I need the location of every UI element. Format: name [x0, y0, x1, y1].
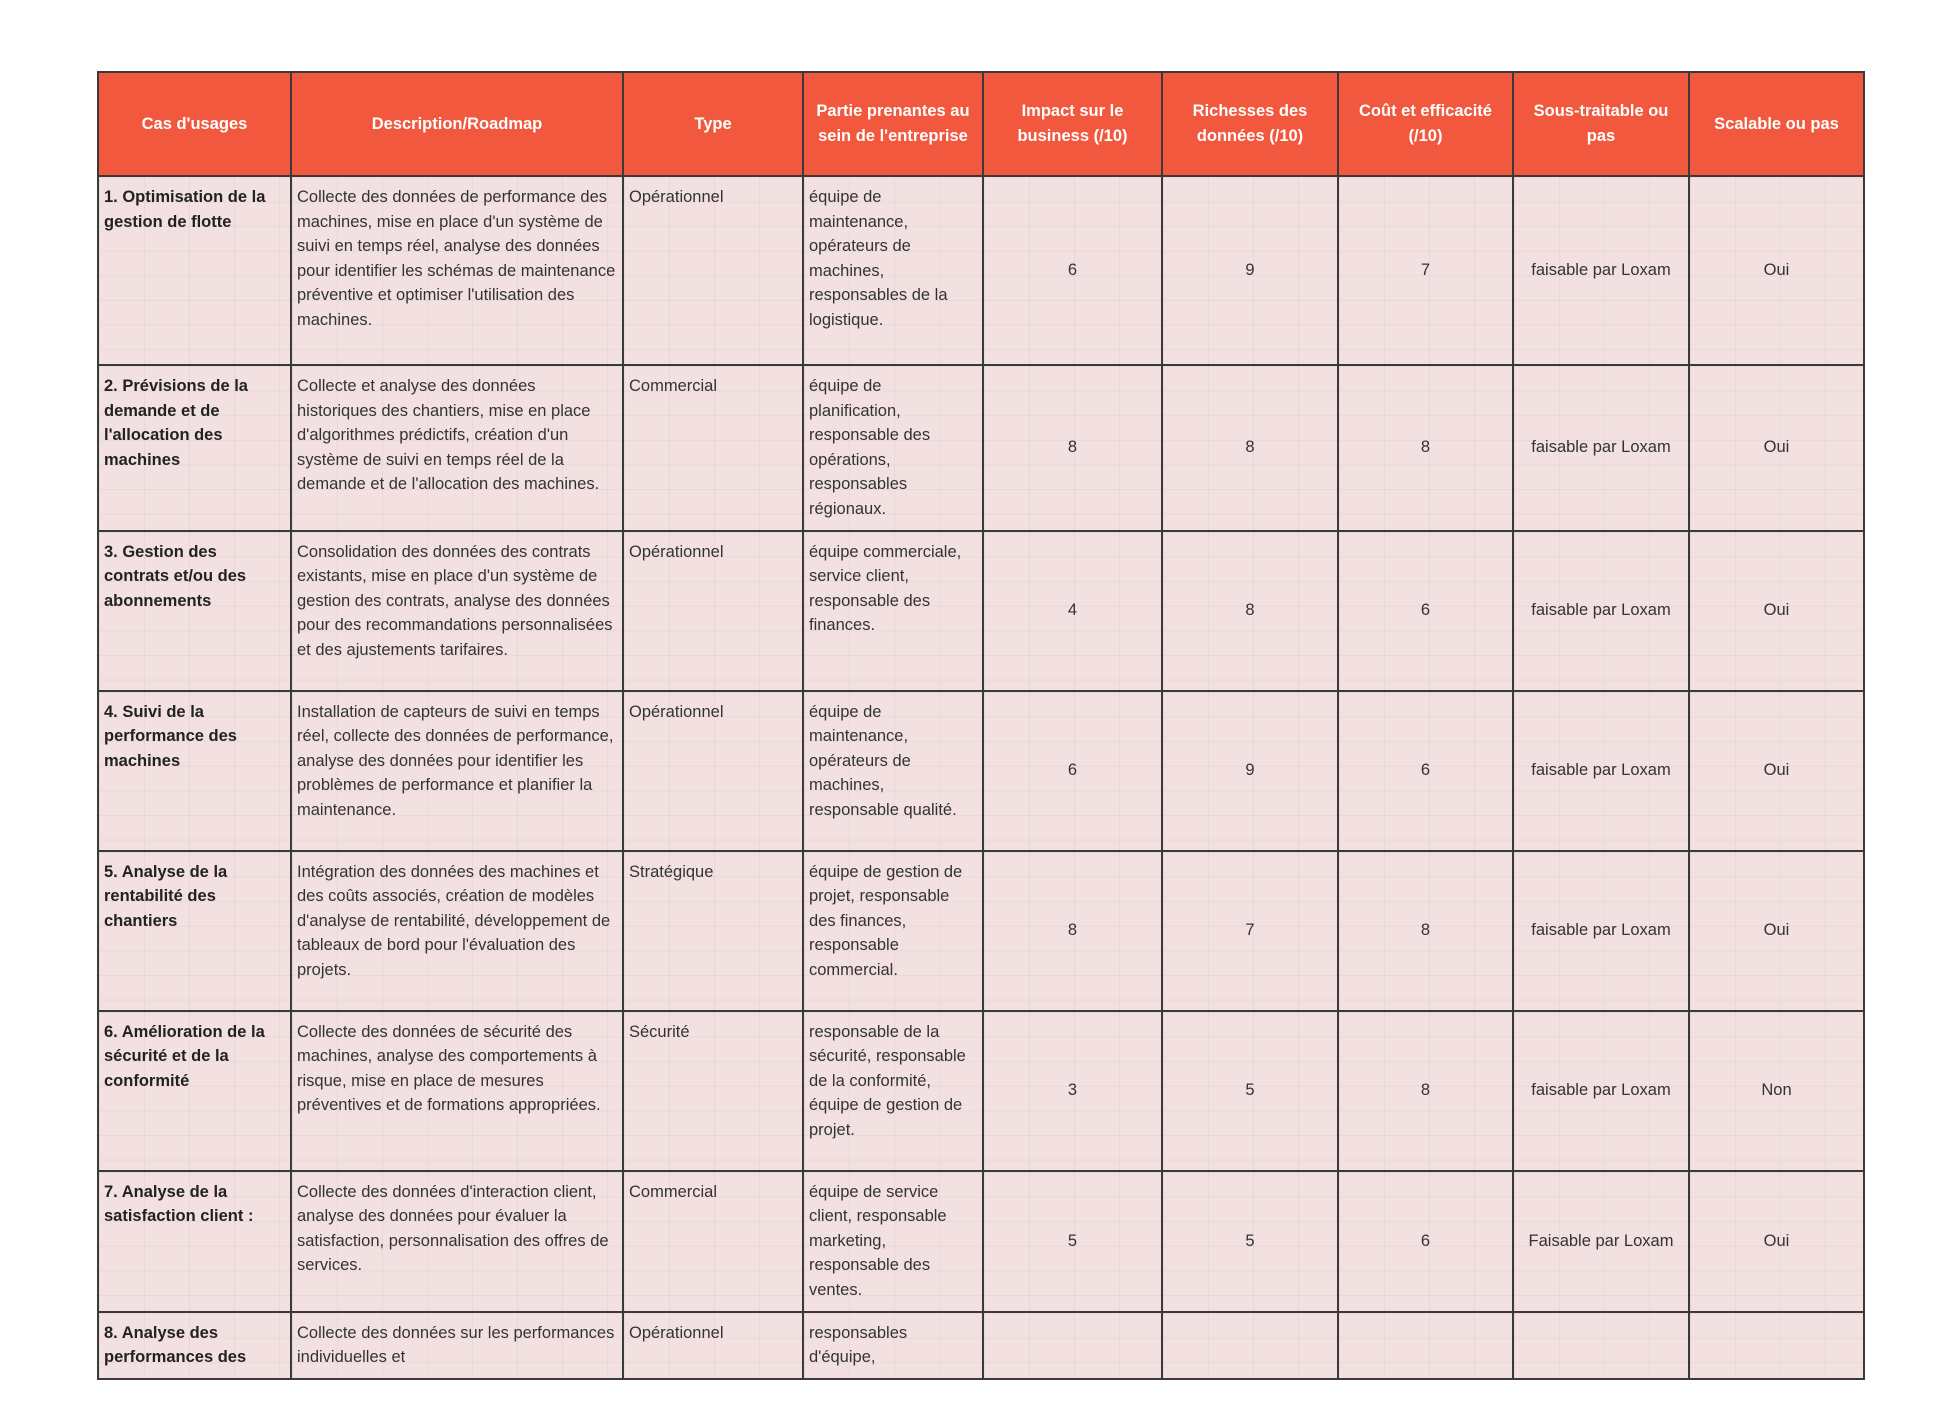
table-row	[98, 531, 1864, 691]
cost-efficiency-cell: 7	[1338, 176, 1513, 365]
header-row	[98, 72, 1864, 176]
description-cell: Installation de capteurs de suivi en temps réel, collecte des données de performance, analyse des données pour identifier les problèmes de performance et planifier la maintenance.	[291, 691, 623, 851]
use-case-cell: 5. Analyse de la rentabilité des chantiers	[98, 851, 291, 1011]
type-cell: Commercial	[623, 1171, 803, 1312]
description-cell: Collecte des données de performance des machines, mise en place d'un système de suivi en temps réel, analyse des données pour identifier les schémas de maintenance préventive et optimiser l'utilisation des machines.	[291, 176, 623, 365]
table-row	[98, 691, 1864, 851]
scalable-cell: Oui	[1689, 851, 1864, 1011]
table-row	[98, 365, 1864, 531]
header-impact: Impact sur le business (/10)	[983, 72, 1162, 176]
cost-efficiency-cell: 6	[1338, 531, 1513, 691]
use-case-cell: 8. Analyse des performances des	[98, 1312, 291, 1379]
use-case-cell: 6. Amélioration de la sécurité et de la conformité	[98, 1011, 291, 1171]
data-richness-cell: 9	[1162, 176, 1338, 365]
subcontractable-cell: faisable par Loxam	[1513, 531, 1689, 691]
impact-cell: 6	[983, 691, 1162, 851]
subcontractable-cell: faisable par Loxam	[1513, 176, 1689, 365]
table-row	[98, 1011, 1864, 1171]
data-richness-cell	[1162, 1312, 1338, 1379]
stakeholders-cell: équipe de service client, responsable marketing, responsable des ventes.	[803, 1171, 983, 1312]
type-cell: Opérationnel	[623, 691, 803, 851]
use-case-table	[97, 71, 1865, 1380]
scalable-cell: Oui	[1689, 1171, 1864, 1312]
use-case-cell: 3. Gestion des contrats et/ou des abonnements	[98, 531, 291, 691]
data-richness-cell: 9	[1162, 691, 1338, 851]
description-cell: Collecte des données de sécurité des machines, analyse des comportements à risque, mise en place de mesures préventives et de formations appropriées.	[291, 1011, 623, 1171]
impact-cell: 8	[983, 851, 1162, 1011]
subcontractable-cell: faisable par Loxam	[1513, 1011, 1689, 1171]
description-cell: Consolidation des données des contrats existants, mise en place d'un système de gestion des contrats, analyse des données pour des recommandations personnalisées et des ajustements tarifaires.	[291, 531, 623, 691]
impact-cell: 5	[983, 1171, 1162, 1312]
header-data-richness: Richesses des données (/10)	[1162, 72, 1338, 176]
type-cell: Commercial	[623, 365, 803, 531]
subcontractable-cell: Faisable par Loxam	[1513, 1171, 1689, 1312]
impact-cell: 6	[983, 176, 1162, 365]
use-case-cell: 2. Prévisions de la demande et de l'allocation des machines	[98, 365, 291, 531]
stakeholders-cell: responsable de la sécurité, responsable de la conformité, équipe de gestion de projet.	[803, 1011, 983, 1171]
table-row	[98, 851, 1864, 1011]
stakeholders-cell: équipe commerciale, service client, responsable des finances.	[803, 531, 983, 691]
use-case-table-container	[97, 71, 1863, 1367]
data-richness-cell: 8	[1162, 365, 1338, 531]
table-row	[98, 1171, 1864, 1312]
description-cell: Collecte des données d'interaction client, analyse des données pour évaluer la satisfaction, personnalisation des offres de services.	[291, 1171, 623, 1312]
stakeholders-cell: responsables d'équipe,	[803, 1312, 983, 1379]
subcontractable-cell: faisable par Loxam	[1513, 365, 1689, 531]
impact-cell: 8	[983, 365, 1162, 531]
impact-cell	[983, 1312, 1162, 1379]
scalable-cell: Oui	[1689, 531, 1864, 691]
use-case-cell: 4. Suivi de la performance des machines	[98, 691, 291, 851]
scalable-cell: Oui	[1689, 365, 1864, 531]
scalable-cell	[1689, 1312, 1864, 1379]
header-cost-efficiency: Coût et efficacité (/10)	[1338, 72, 1513, 176]
use-case-cell: 7. Analyse de la satisfaction client :	[98, 1171, 291, 1312]
cost-efficiency-cell: 6	[1338, 1171, 1513, 1312]
type-cell: Opérationnel	[623, 1312, 803, 1379]
impact-cell: 4	[983, 531, 1162, 691]
impact-cell: 3	[983, 1011, 1162, 1171]
data-richness-cell: 5	[1162, 1171, 1338, 1312]
cost-efficiency-cell: 8	[1338, 365, 1513, 531]
type-cell: Sécurité	[623, 1011, 803, 1171]
type-cell: Stratégique	[623, 851, 803, 1011]
scalable-cell: Oui	[1689, 691, 1864, 851]
stakeholders-cell: équipe de maintenance, opérateurs de machines, responsable qualité.	[803, 691, 983, 851]
cost-efficiency-cell: 8	[1338, 1011, 1513, 1171]
table-row	[98, 176, 1864, 365]
stakeholders-cell: équipe de planification, responsable des opérations, responsables régionaux.	[803, 365, 983, 531]
subcontractable-cell	[1513, 1312, 1689, 1379]
stakeholders-cell: équipe de maintenance, opérateurs de machines, responsables de la logistique.	[803, 176, 983, 365]
scalable-cell: Oui	[1689, 176, 1864, 365]
type-cell: Opérationnel	[623, 176, 803, 365]
header-use-case: Cas d'usages	[98, 72, 291, 176]
scalable-cell: Non	[1689, 1011, 1864, 1171]
table-row	[98, 1312, 1864, 1379]
subcontractable-cell: faisable par Loxam	[1513, 851, 1689, 1011]
header-type: Type	[623, 72, 803, 176]
header-description: Description/Roadmap	[291, 72, 623, 176]
type-cell: Opérationnel	[623, 531, 803, 691]
description-cell: Collecte et analyse des données historiques des chantiers, mise en place d'algorithmes prédictifs, création d'un système de suivi en temps réel de la demande et de l'allocation des machines.	[291, 365, 623, 531]
subcontractable-cell: faisable par Loxam	[1513, 691, 1689, 851]
cost-efficiency-cell	[1338, 1312, 1513, 1379]
cost-efficiency-cell: 6	[1338, 691, 1513, 851]
description-cell: Collecte des données sur les performances individuelles et	[291, 1312, 623, 1379]
description-cell: Intégration des données des machines et des coûts associés, création de modèles d'analyse de rentabilité, développement de tableaux de bord pour l'évaluation des projets.	[291, 851, 623, 1011]
data-richness-cell: 5	[1162, 1011, 1338, 1171]
header-stakeholders: Partie prenantes au sein de l'entreprise	[803, 72, 983, 176]
header-scalable: Scalable ou pas	[1689, 72, 1864, 176]
data-richness-cell: 8	[1162, 531, 1338, 691]
stakeholders-cell: équipe de gestion de projet, responsable des finances, responsable commercial.	[803, 851, 983, 1011]
data-richness-cell: 7	[1162, 851, 1338, 1011]
cost-efficiency-cell: 8	[1338, 851, 1513, 1011]
use-case-cell: 1. Optimisation de la gestion de flotte	[98, 176, 291, 365]
header-subcontractable: Sous-traitable ou pas	[1513, 72, 1689, 176]
